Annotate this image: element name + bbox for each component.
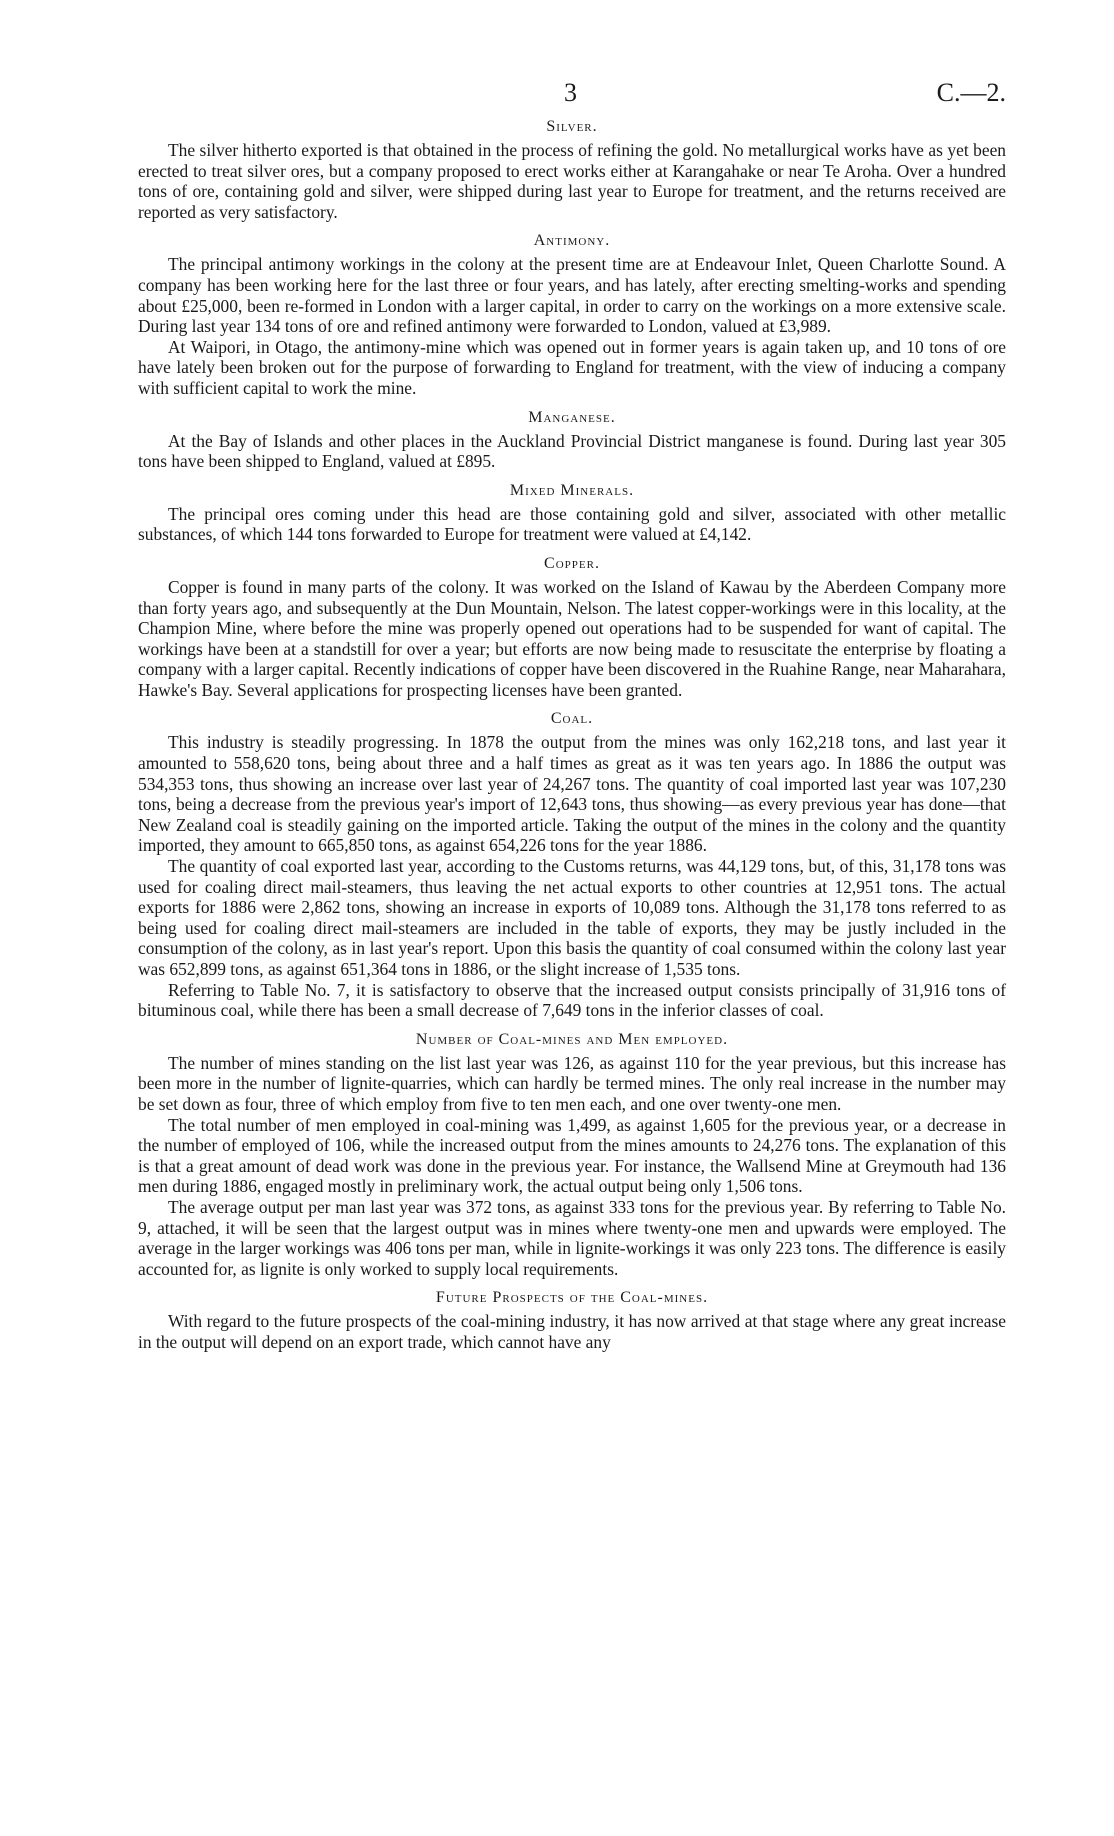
- section-heading: Number of Coal-mines and Men employed.: [415, 1030, 729, 1048]
- paragraph: The principal ores coming under this head are those containing gold and silver, associated with other metallic substances, of which 144 tons forwarded to Europe for treatment were valued at £4,142.: [138, 503, 1006, 545]
- paragraph: Copper is found in many parts of the colony. It was worked on the Island of Kawau by the Aberdeen Company more than forty years ago, and subsequently at the Dun Mountain, Nelson. The latest copper-workings were in this locality, at the Champion Mine, where before the mine was properly opened out operations had to be suspended for want of capital. The workings have been at a standstill for over a year; but efforts are now being made to resuscitate the enterprise by floating a company with a larger capital. Recently indications of copper have been discovered in the Ruahine Range, near Maharahara, Hawke's Bay. Several applications for prospecting licenses have been granted.: [138, 576, 1006, 700]
- section-antimony: [138, 232, 1006, 398]
- section-heading: Copper.: [544, 554, 600, 572]
- document-reference: C.—2.: [936, 78, 1006, 107]
- paragraph: The silver hitherto exported is that obtained in the process of refining the gold. No metallurgical works have as yet been erected to treat silver ores, but a company proposed to erect works either at Karangahake or near Te Aroha. Over a hundred tons of ore, containing gold and silver, were shipped during last year to Europe for treatment, and the returns received are reported as very satisfactory.: [138, 140, 1006, 222]
- paragraph: At the Bay of Islands and other places in the Auckland Provincial District manganese is found. During last year 305 tons have been shipped to England, valued at £895.: [138, 430, 1006, 472]
- page-header: [138, 78, 1006, 108]
- paragraph: With regard to the future prospects of the coal-mining industry, it has now arrived at that stage where any great increase in the output will depend on an export trade, which cannot have any: [138, 1311, 1006, 1352]
- section-heading: Antimony.: [533, 232, 611, 250]
- page-number: 3: [564, 78, 577, 107]
- section-copper: [138, 555, 1006, 701]
- section-future-prospects: [138, 1289, 1006, 1352]
- section-heading: Mixed Minerals.: [509, 481, 635, 499]
- paragraph: The total number of men employed in coal-mining was 1,499, as against 1,605 for the previous year, or a decrease in the number of employed of 106, while the increased output from the mines amounts to 24,276 tons. The explanation of this is that a great amount of dead work was done in the previous year. For instance, the Wallsend Mine at Greymouth had 136 men during 1886, engaged mostly in preliminary work, the actual output being only 1,506 tons.: [138, 1114, 1006, 1197]
- paragraph: The quantity of coal exported last year, according to the Customs returns, was 44,129 tons, but, of this, 31,178 tons was used for coaling direct mail-steamers, thus leaving the net actual exports to other countries at 12,951 tons. The actual exports for 1886 were 2,862 tons, showing an increase in exports of 10,089 tons. Although the 31,178 tons referred to as being used for coaling direct mail-steamers are included in the table of exports, they may be justly included in the consumption of the colony, as in last year's report. Upon this basis the quantity of coal consumed within the colony last year was 652,899 tons, as against 651,364 tons in 1886, or the slight increase of 1,535 tons.: [138, 856, 1006, 979]
- section-manganese: [138, 409, 1006, 472]
- paragraph: The average output per man last year was 372 tons, as against 333 tons for the previous year. By referring to Table No. 9, attached, it will be seen that the largest output was in mines where twenty-one men and upwards were employed. The average in the larger workings was 406 tons per man, while in lignite-workings it was only 223 tons. The difference is easily accounted for, as lignite is only worked to supply local requirements.: [138, 1196, 1006, 1279]
- section-heading: Manganese.: [528, 408, 616, 426]
- paragraph: The number of mines standing on the list last year was 126, as against 110 for the year previous, but this increase has been more in the number of lignite-quarries, which can hardly be termed mines. The only real increase in the number may be set down as four, three of which employ from five to ten men each, and one over twenty-one men.: [138, 1052, 1006, 1114]
- section-silver: [138, 118, 1006, 222]
- section-mixed-minerals: [138, 482, 1006, 545]
- paragraph: Referring to Table No. 7, it is satisfactory to observe that the increased output consists principally of 31,916 tons of bituminous coal, while there has been a small decrease of 7,649 tons in the inferior classes of coal.: [138, 979, 1006, 1021]
- paragraph: The principal antimony workings in the colony at the present time are at Endeavour Inlet, Queen Charlotte Sound. A company has been working here for the last three or four years, and has lately, after erecting smelting-works and spending about £25,000, been re-formed in London with a larger capital, in order to carry on the workings on a more extensive scale. During last year 134 tons of ore and refined antimony were forwarded to London, valued at £3,989.: [138, 254, 1006, 337]
- section-heading: Future Prospects of the Coal-mines.: [435, 1289, 709, 1307]
- paragraph: At Waipori, in Otago, the antimony-mine which was opened out in former years is again taken up, and 10 tons of ore have lately been broken out for the purpose of forwarding to England for treatment, with the view of inducing a company with sufficient capital to work the mine.: [138, 336, 1006, 398]
- section-coal-mines-men-employed: [138, 1031, 1006, 1280]
- section-heading: Silver.: [546, 118, 598, 135]
- section-coal: [138, 710, 1006, 1020]
- paragraph: This industry is steadily progressing. In 1878 the output from the mines was only 162,218 tons, and last year it amounted to 558,620 tons, being about three and a half times as great as it was ten years ago. In 1886 the output was 534,353 tons, thus showing an increase over last year of 24,267 tons. The quantity of coal imported last year was 107,230 tons, being a decrease from the previous year's import of 12,643 tons, thus showing—as every previous year has done—that New Zealand coal is steadily gaining on the imported article. Taking the output of the mines in the colony and the quantity imported, they amount to 665,850 tons, as against 654,226 tons for the year 1886.: [138, 732, 1006, 856]
- section-heading: Coal.: [550, 710, 594, 728]
